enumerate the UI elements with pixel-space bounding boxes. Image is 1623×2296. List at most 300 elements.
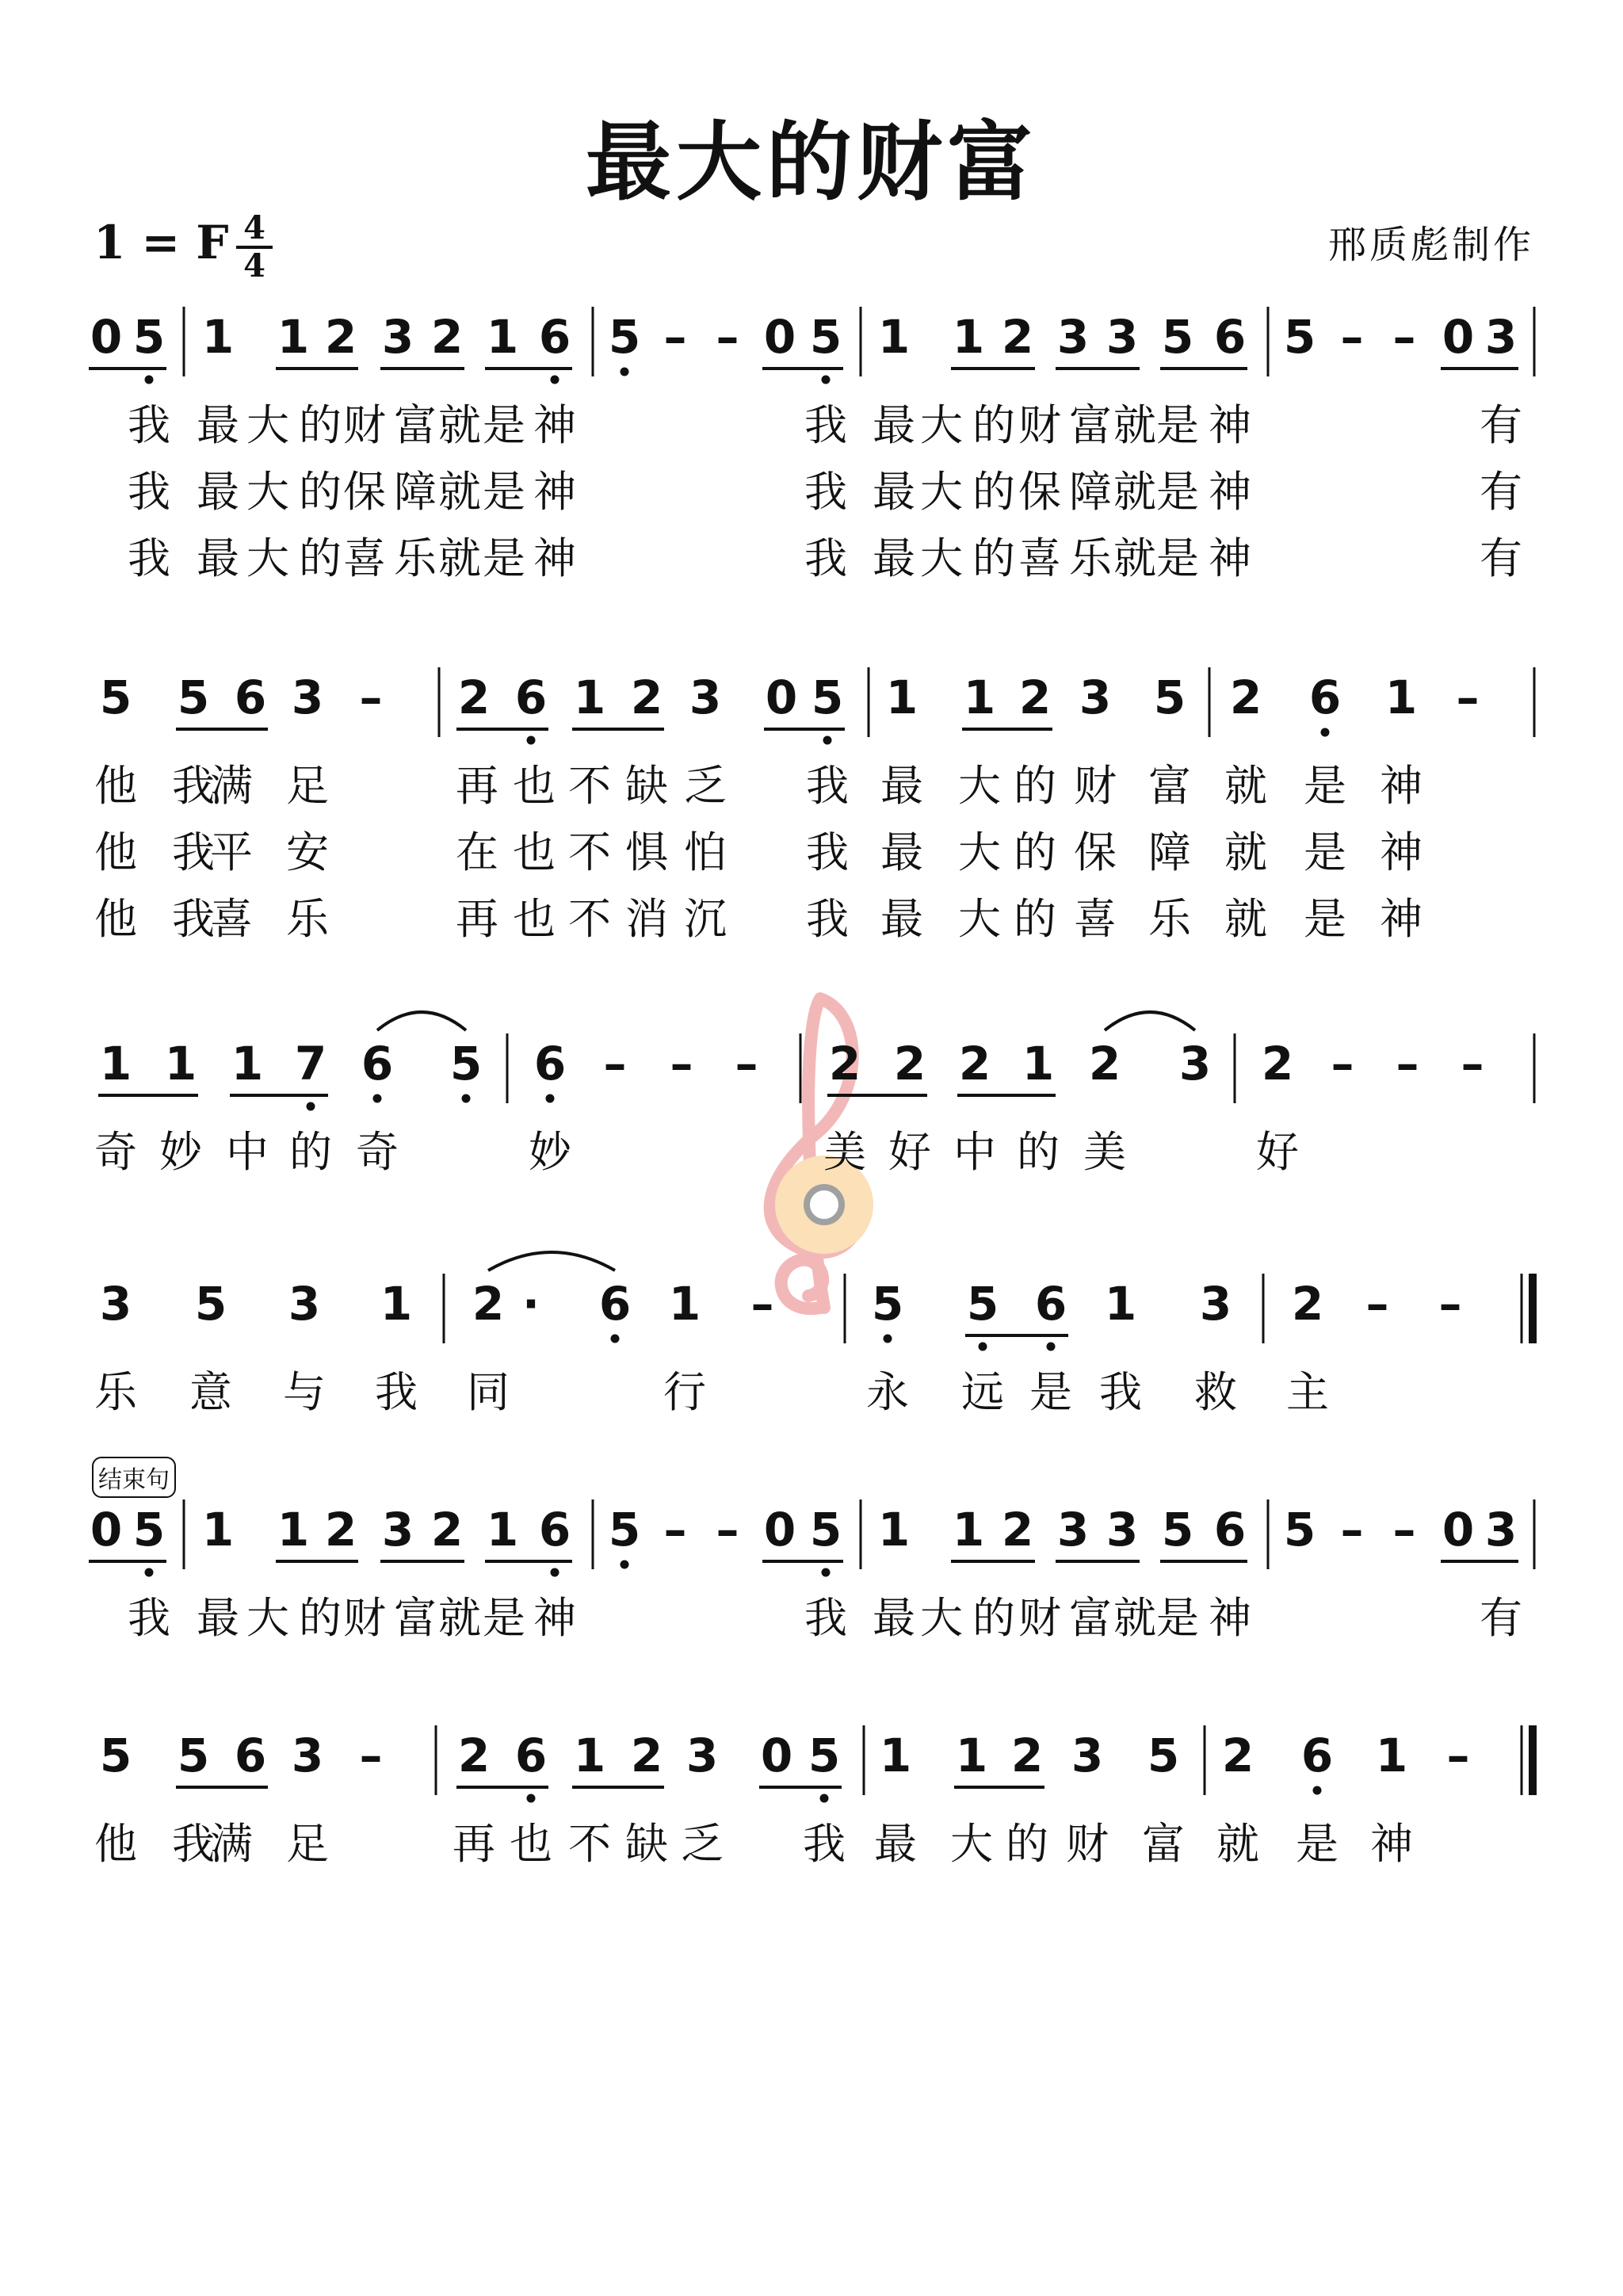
lyric-char: 是 <box>483 467 525 517</box>
lower-octave-dot <box>145 376 154 384</box>
tie-slur <box>377 1012 466 1030</box>
lyric-char: 就 <box>438 400 481 450</box>
lyric-char: 再 <box>453 1819 495 1869</box>
lyric-char: 乐 <box>94 1367 137 1417</box>
note: 1 <box>573 670 606 724</box>
lyric-char: 神 <box>1380 761 1423 811</box>
lyric-char: 他 <box>94 827 137 877</box>
lyric-char: 障 <box>1069 467 1112 517</box>
lyric-char: 最 <box>873 1593 915 1643</box>
note: 6 <box>514 1729 548 1782</box>
note: 3 <box>1056 310 1090 364</box>
lyric-char: 也 <box>513 827 556 877</box>
note: 1 <box>164 1037 197 1091</box>
lyric-char: 美 <box>1083 1127 1126 1177</box>
lower-octave-dot <box>822 376 831 384</box>
note: 5 <box>1283 310 1316 364</box>
note: 1 <box>877 310 911 364</box>
lyric-char: 我 <box>806 894 849 944</box>
lyric-char: 我 <box>172 1819 215 1869</box>
lyric-char: 我 <box>128 467 170 517</box>
lyric-char: 是 <box>1304 894 1346 944</box>
note: 6 <box>234 670 267 724</box>
note: 0 <box>765 670 798 724</box>
score-system <box>94 1725 1533 1869</box>
lower-octave-dot <box>527 736 536 745</box>
lyric-char: 也 <box>510 1819 552 1869</box>
note: 2 <box>1001 310 1034 364</box>
score-system <box>89 307 1534 583</box>
lyric-char: 行 <box>663 1367 706 1417</box>
note: 1 <box>877 1503 911 1557</box>
note: 6 <box>1213 310 1247 364</box>
lyric-char: 救 <box>1194 1367 1237 1417</box>
note: 1 <box>1384 670 1418 724</box>
note: 2 <box>1018 670 1052 724</box>
note: 3 <box>99 1277 132 1331</box>
note: 5 <box>449 1037 483 1091</box>
lyric-char: 永 <box>866 1367 909 1417</box>
dash-extension: – <box>1461 1037 1484 1091</box>
lyric-char: 乐 <box>1069 533 1112 583</box>
note: 2 <box>1291 1277 1324 1331</box>
lyric-char: 乐 <box>394 533 437 583</box>
dash-extension: – <box>716 1503 739 1557</box>
score-system <box>94 1012 1534 1177</box>
lyric-char: 是 <box>1029 1367 1072 1417</box>
note: 2 <box>1010 1729 1044 1782</box>
lower-octave-dot <box>822 1568 831 1577</box>
note: 2 <box>472 1277 505 1331</box>
note: 5 <box>99 1729 132 1782</box>
lyric-char: 惧 <box>625 827 668 877</box>
lyric-char: 大 <box>958 827 1001 877</box>
lyric-char: 满 <box>210 761 253 811</box>
note: 3 <box>291 670 324 724</box>
note: 5 <box>608 1503 641 1557</box>
lyric-char: 是 <box>1296 1819 1338 1869</box>
lyric-char: 神 <box>1209 1593 1251 1643</box>
note: 1 <box>1022 1037 1055 1091</box>
lyric-char: 安 <box>286 827 329 877</box>
lyric-char: 乏 <box>684 761 727 811</box>
note: 6 <box>1300 1729 1334 1782</box>
lower-octave-dot <box>551 1568 559 1577</box>
lyric-char: 神 <box>1209 533 1251 583</box>
lyric-char: 妙 <box>529 1127 571 1177</box>
lower-octave-dot <box>1321 728 1330 737</box>
note: 2 <box>630 670 663 724</box>
lower-octave-dot <box>979 1343 987 1351</box>
note: 5 <box>132 1503 166 1557</box>
lower-octave-dot <box>307 1102 315 1111</box>
lyric-char: 不 <box>568 827 611 877</box>
dash-extension: – <box>750 1277 774 1331</box>
note: 1 <box>668 1277 701 1331</box>
note: 1 <box>955 1729 988 1782</box>
lyric-char: 沉 <box>684 894 727 944</box>
lyric-char: 富 <box>394 400 437 450</box>
dash-extension: – <box>1438 1277 1462 1331</box>
lyric-char: 我 <box>804 533 847 583</box>
lower-octave-dot <box>1313 1786 1322 1795</box>
lyric-char: 有 <box>1480 1593 1522 1643</box>
lyric-char: 同 <box>467 1367 510 1417</box>
lyric-char: 就 <box>1113 467 1156 517</box>
lyric-char: 的 <box>972 400 1015 450</box>
note: 3 <box>1484 310 1518 364</box>
note: 1 <box>885 670 918 724</box>
note: 2 <box>457 1729 491 1782</box>
lyric-char: 的 <box>289 1127 332 1177</box>
dash-extension: – <box>1396 1037 1419 1091</box>
lyric-char: 保 <box>1018 467 1061 517</box>
lyric-char: 神 <box>1380 894 1423 944</box>
lyric-char: 我 <box>172 894 215 944</box>
note: 2 <box>1229 670 1262 724</box>
lyric-char: 是 <box>1156 533 1199 583</box>
lyric-char: 富 <box>1148 761 1191 811</box>
lyric-char: 最 <box>197 467 239 517</box>
note: 3 <box>381 1503 414 1557</box>
lyric-char: 也 <box>513 894 556 944</box>
lyric-char: 神 <box>533 533 576 583</box>
lyric-char: 他 <box>94 761 137 811</box>
lyric-char: 喜 <box>1074 894 1117 944</box>
lyric-char: 的 <box>1014 761 1056 811</box>
dash-extension: – <box>1446 1729 1470 1782</box>
lyric-char: 是 <box>1156 1593 1199 1643</box>
note: 0 <box>760 1729 793 1782</box>
lyric-char: 就 <box>1224 827 1267 877</box>
note: 3 <box>685 1729 719 1782</box>
lyric-char: 在 <box>456 827 498 877</box>
lyric-char: 的 <box>299 400 342 450</box>
note: 2 <box>828 1037 861 1091</box>
lyric-char: 我 <box>804 467 847 517</box>
lyric-char: 就 <box>1113 1593 1156 1643</box>
dash-extension: – <box>359 670 383 724</box>
score-system <box>94 1252 1533 1417</box>
lyric-char: 有 <box>1480 400 1522 450</box>
note: 0 <box>90 310 123 364</box>
lyric-char: 喜 <box>1018 533 1061 583</box>
lower-octave-dot <box>621 1561 629 1569</box>
lower-octave-dot <box>823 736 832 745</box>
note: 6 <box>1213 1503 1247 1557</box>
lyric-char: 大 <box>920 467 963 517</box>
lyric-char: 平 <box>210 827 253 877</box>
lyric-char: 富 <box>394 1593 437 1643</box>
lyric-char: 与 <box>283 1367 326 1417</box>
note: 5 <box>1153 670 1186 724</box>
lyric-char: 足 <box>286 761 329 811</box>
lower-octave-dot <box>621 368 629 376</box>
dash-extension: – <box>716 310 739 364</box>
note: 5 <box>177 1729 210 1782</box>
note: 3 <box>1071 1729 1104 1782</box>
lower-octave-dot <box>527 1794 536 1803</box>
note: 1 <box>1375 1729 1408 1782</box>
lyric-char: 缺 <box>625 761 668 811</box>
lyric-char: 大 <box>920 400 963 450</box>
note: 5 <box>194 1277 227 1331</box>
lyric-char: 就 <box>438 533 481 583</box>
note: 6 <box>361 1037 394 1091</box>
note: 5 <box>132 310 166 364</box>
lyric-char: 中 <box>226 1127 269 1177</box>
lyric-char: 大 <box>246 533 289 583</box>
key-signature: 1 = F <box>94 216 229 269</box>
dash-extension: – <box>663 1503 687 1557</box>
lyric-char: 满 <box>210 1819 253 1869</box>
note: 5 <box>809 310 842 364</box>
note: 2 <box>430 1503 464 1557</box>
lyric-char: 我 <box>128 400 170 450</box>
note: 1 <box>952 1503 985 1557</box>
dash-extension: – <box>1456 670 1480 724</box>
note: 1 <box>952 310 985 364</box>
lyric-char: 我 <box>804 400 847 450</box>
lyric-char: 是 <box>483 533 525 583</box>
lyric-char: 的 <box>972 1593 1015 1643</box>
note: 1 <box>380 1277 413 1331</box>
lyric-char: 的 <box>972 467 1015 517</box>
lyric-char: 不 <box>568 894 611 944</box>
lyric-char: 最 <box>880 761 923 811</box>
lyric-char: 他 <box>94 1819 137 1869</box>
meter-numerator: 4 <box>243 209 265 246</box>
lyric-char: 最 <box>873 533 915 583</box>
dash-extension: – <box>1392 310 1416 364</box>
note: 5 <box>608 310 641 364</box>
note: 5 <box>1161 1503 1194 1557</box>
lyric-char: 就 <box>438 467 481 517</box>
lyric-char: 就 <box>1113 533 1156 583</box>
lyric-char: 的 <box>299 1593 342 1643</box>
dash-extension: – <box>670 1037 693 1091</box>
note: 5 <box>871 1277 904 1331</box>
note: 2 <box>1221 1729 1254 1782</box>
note: 1 <box>99 1037 132 1091</box>
lyric-char: 我 <box>806 827 849 877</box>
note: 1 <box>963 670 996 724</box>
dash-extension: – <box>1340 1503 1364 1557</box>
lyric-char: 财 <box>1018 1593 1061 1643</box>
lyric-char: 的 <box>299 467 342 517</box>
lyric-char: 最 <box>880 894 923 944</box>
note: 2 <box>958 1037 991 1091</box>
note: 7 <box>294 1037 327 1091</box>
note: 6 <box>538 1503 571 1557</box>
dash-extension: – <box>1365 1277 1389 1331</box>
note: 3 <box>689 670 722 724</box>
lyric-char: 是 <box>1304 827 1346 877</box>
lyric-char: 我 <box>375 1367 418 1417</box>
lyric-char: 的 <box>1014 827 1056 877</box>
lyric-char: 不 <box>568 1819 611 1869</box>
lyric-char: 也 <box>513 761 556 811</box>
lyric-char: 是 <box>483 400 525 450</box>
note: 5 <box>177 670 210 724</box>
lyric-char: 我 <box>803 1819 846 1869</box>
lower-octave-dot <box>462 1095 471 1103</box>
lyric-char: 就 <box>1224 894 1267 944</box>
lower-octave-dot <box>884 1335 892 1343</box>
lyric-char: 神 <box>533 467 576 517</box>
lyric-char: 的 <box>972 533 1015 583</box>
lyric-char: 不 <box>568 761 611 811</box>
lyric-char: 有 <box>1480 533 1522 583</box>
lyric-char: 好 <box>888 1127 931 1177</box>
lower-octave-dot <box>551 376 559 384</box>
lyric-char: 我 <box>128 533 170 583</box>
note: 3 <box>1106 1503 1139 1557</box>
lyric-char: 主 <box>1286 1367 1329 1417</box>
lyric-char: 妙 <box>159 1127 202 1177</box>
lyric-char: 就 <box>1216 1819 1259 1869</box>
lyric-char: 奇 <box>356 1127 399 1177</box>
note: 3 <box>1079 670 1112 724</box>
dash-extension: – <box>663 310 687 364</box>
lyric-char: 怕 <box>684 827 727 877</box>
lyric-char: 喜 <box>210 894 253 944</box>
note: 2 <box>893 1037 926 1091</box>
note: 6 <box>234 1729 267 1782</box>
lyric-char: 最 <box>873 400 915 450</box>
lower-octave-dot <box>1047 1343 1056 1351</box>
note: 0 <box>1442 1503 1475 1557</box>
lyric-char: 神 <box>533 1593 576 1643</box>
note: 1 <box>573 1729 606 1782</box>
lyric-char: 障 <box>394 467 437 517</box>
lyric-char: 最 <box>874 1819 917 1869</box>
lyric-char: 乐 <box>1148 894 1191 944</box>
lyric-char: 的 <box>1014 894 1056 944</box>
note: 2 <box>457 670 491 724</box>
note: 1 <box>201 310 235 364</box>
note: · <box>521 1277 540 1331</box>
lyric-char: 神 <box>533 400 576 450</box>
tie-slur <box>488 1252 615 1270</box>
lyric-char: 大 <box>246 400 289 450</box>
lyric-char: 足 <box>286 1819 329 1869</box>
lyric-char: 财 <box>343 1593 386 1643</box>
lyric-char: 乐 <box>286 894 329 944</box>
lyric-char: 神 <box>1380 827 1423 877</box>
lyric-char: 财 <box>343 400 386 450</box>
lyric-char: 就 <box>1224 761 1267 811</box>
note: 3 <box>1199 1277 1232 1331</box>
score-system <box>94 667 1534 944</box>
lyric-char: 最 <box>873 467 915 517</box>
note: 6 <box>538 310 571 364</box>
note: 0 <box>763 310 796 364</box>
note: 6 <box>1308 670 1342 724</box>
note: 1 <box>486 310 519 364</box>
note: 3 <box>381 310 414 364</box>
lyric-char: 就 <box>438 1593 481 1643</box>
lyric-char: 我 <box>128 1593 170 1643</box>
lyric-char: 乏 <box>681 1819 724 1869</box>
lyric-char: 保 <box>343 467 386 517</box>
note: 5 <box>809 1503 842 1557</box>
note: 2 <box>1261 1037 1294 1091</box>
lyric-char: 再 <box>456 761 498 811</box>
lyric-char: 奇 <box>94 1127 137 1177</box>
lyric-char: 大 <box>246 467 289 517</box>
lyric-char: 的 <box>299 533 342 583</box>
lyric-char: 是 <box>1156 467 1199 517</box>
note: 1 <box>201 1503 235 1557</box>
lyric-char: 远 <box>961 1367 1004 1417</box>
note: 2 <box>1001 1503 1034 1557</box>
lyric-char: 大 <box>958 761 1001 811</box>
dash-extension: – <box>359 1729 383 1782</box>
note: 1 <box>277 310 310 364</box>
dash-extension: – <box>1392 1503 1416 1557</box>
lyric-char: 保 <box>1074 827 1117 877</box>
note: 1 <box>1104 1277 1137 1331</box>
note: 6 <box>1034 1277 1067 1331</box>
lyric-char: 障 <box>1148 827 1191 877</box>
lyric-char: 大 <box>958 894 1001 944</box>
dash-extension: – <box>735 1037 758 1091</box>
lyric-char: 的 <box>1006 1819 1048 1869</box>
lyric-char: 是 <box>483 1593 525 1643</box>
lower-octave-dot <box>820 1794 829 1803</box>
note: 3 <box>1484 1503 1518 1557</box>
lyric-char: 财 <box>1074 761 1117 811</box>
note: 6 <box>533 1037 567 1091</box>
note: 2 <box>324 310 357 364</box>
note: 5 <box>1161 310 1194 364</box>
note: 5 <box>99 670 132 724</box>
note: 5 <box>808 1729 841 1782</box>
lyric-char: 好 <box>1256 1127 1299 1177</box>
note: 2 <box>1088 1037 1121 1091</box>
lyric-char: 的 <box>1017 1127 1060 1177</box>
lower-octave-dot <box>611 1335 620 1343</box>
lyric-char: 我 <box>806 761 849 811</box>
lyric-char: 美 <box>823 1127 866 1177</box>
lyric-char: 最 <box>197 1593 239 1643</box>
lower-octave-dot <box>145 1568 154 1577</box>
dash-extension: – <box>603 1037 627 1091</box>
lyric-char: 是 <box>1156 400 1199 450</box>
lyric-char: 中 <box>953 1127 996 1177</box>
lyric-char: 大 <box>246 1593 289 1643</box>
note: 1 <box>486 1503 519 1557</box>
lyric-char: 我 <box>1099 1367 1142 1417</box>
lyric-char: 缺 <box>625 1819 668 1869</box>
note: 5 <box>1283 1503 1316 1557</box>
note: 0 <box>763 1503 796 1557</box>
lyric-char: 消 <box>625 894 668 944</box>
note: 3 <box>1178 1037 1212 1091</box>
note: 1 <box>879 1729 912 1782</box>
lyric-char: 财 <box>1066 1819 1109 1869</box>
lyric-char: 最 <box>197 400 239 450</box>
lyric-char: 神 <box>1370 1819 1413 1869</box>
dash-extension: – <box>1331 1037 1354 1091</box>
note: 3 <box>288 1277 321 1331</box>
lyric-char: 财 <box>1018 400 1061 450</box>
lyric-char: 他 <box>94 894 137 944</box>
lower-octave-dot <box>373 1095 382 1103</box>
lyric-char: 我 <box>804 1593 847 1643</box>
lyric-char: 我 <box>172 827 215 877</box>
